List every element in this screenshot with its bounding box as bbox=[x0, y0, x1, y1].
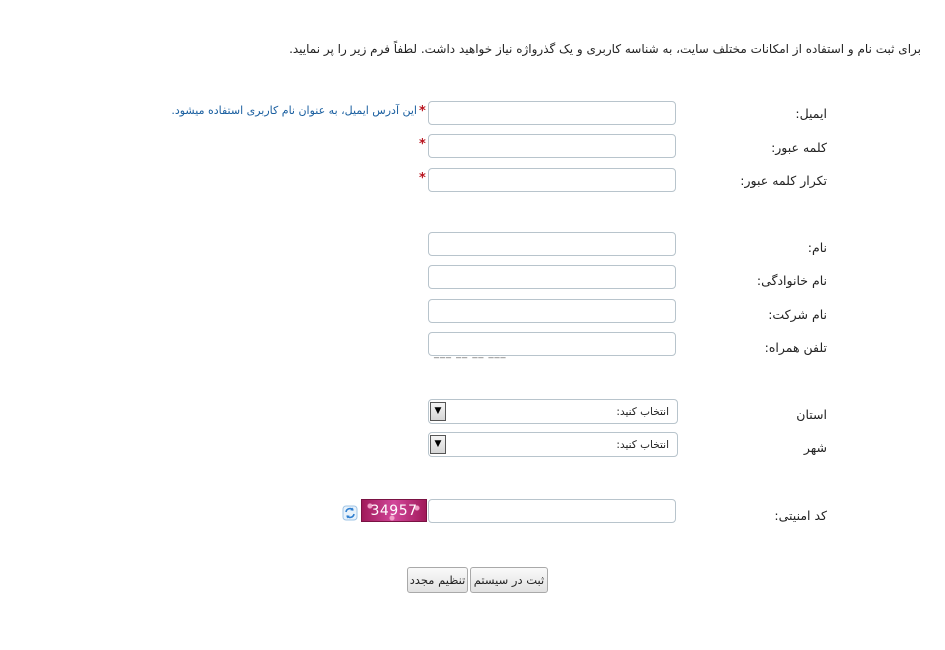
city-select[interactable] bbox=[428, 432, 678, 457]
email-label: ایمیل: bbox=[795, 106, 827, 121]
submit-button[interactable]: ثبت در سیستم bbox=[470, 567, 548, 593]
city-selected-value: انتخاب کنید: bbox=[616, 439, 669, 451]
company-input[interactable] bbox=[428, 299, 676, 323]
mobile-label: تلفن همراه: bbox=[764, 340, 827, 355]
password-confirm-input[interactable] bbox=[428, 168, 676, 192]
refresh-icon[interactable] bbox=[342, 505, 358, 521]
password-confirm-required-marker: * bbox=[419, 171, 426, 186]
captcha-image: 34957 bbox=[361, 499, 427, 522]
province-label: استان bbox=[796, 407, 827, 422]
province-selected-value: انتخاب کنید: bbox=[616, 406, 669, 418]
registration-intro: برای ثبت نام و استفاده از امکانات مختلف سایت، به شناسه کاربری و یک گذرواژه نیاز خواهید داشت. لطفاً فرم زیر را پر نمایید. bbox=[289, 42, 921, 56]
password-required-marker: * bbox=[419, 137, 426, 152]
email-required-marker: * bbox=[419, 104, 426, 119]
city-label: شهر bbox=[803, 440, 827, 455]
chevron-down-icon[interactable]: ▼ bbox=[430, 402, 446, 421]
chevron-down-icon[interactable]: ▼ bbox=[430, 435, 446, 454]
password-label: کلمه عبور: bbox=[771, 140, 827, 155]
email-input[interactable] bbox=[428, 101, 676, 125]
province-select[interactable] bbox=[428, 399, 678, 424]
captcha-label: کد امنیتی: bbox=[774, 508, 827, 523]
last-name-label: نام خانوادگی: bbox=[756, 273, 827, 288]
password-confirm-label: تکرار کلمه عبور: bbox=[740, 173, 827, 188]
first-name-input[interactable] bbox=[428, 232, 676, 256]
reset-button[interactable]: تنظیم مجدد bbox=[407, 567, 468, 593]
company-label: نام شرکت: bbox=[768, 307, 827, 322]
first-name-label: نام: bbox=[807, 240, 827, 255]
email-hint: این آدرس ایمیل، به عنوان نام کاربری استفاده میشود. bbox=[171, 104, 417, 117]
password-input[interactable] bbox=[428, 134, 676, 158]
captcha-input[interactable] bbox=[428, 499, 676, 523]
last-name-input[interactable] bbox=[428, 265, 676, 289]
mobile-input-mask: ___ __ __ ___ bbox=[434, 348, 507, 359]
